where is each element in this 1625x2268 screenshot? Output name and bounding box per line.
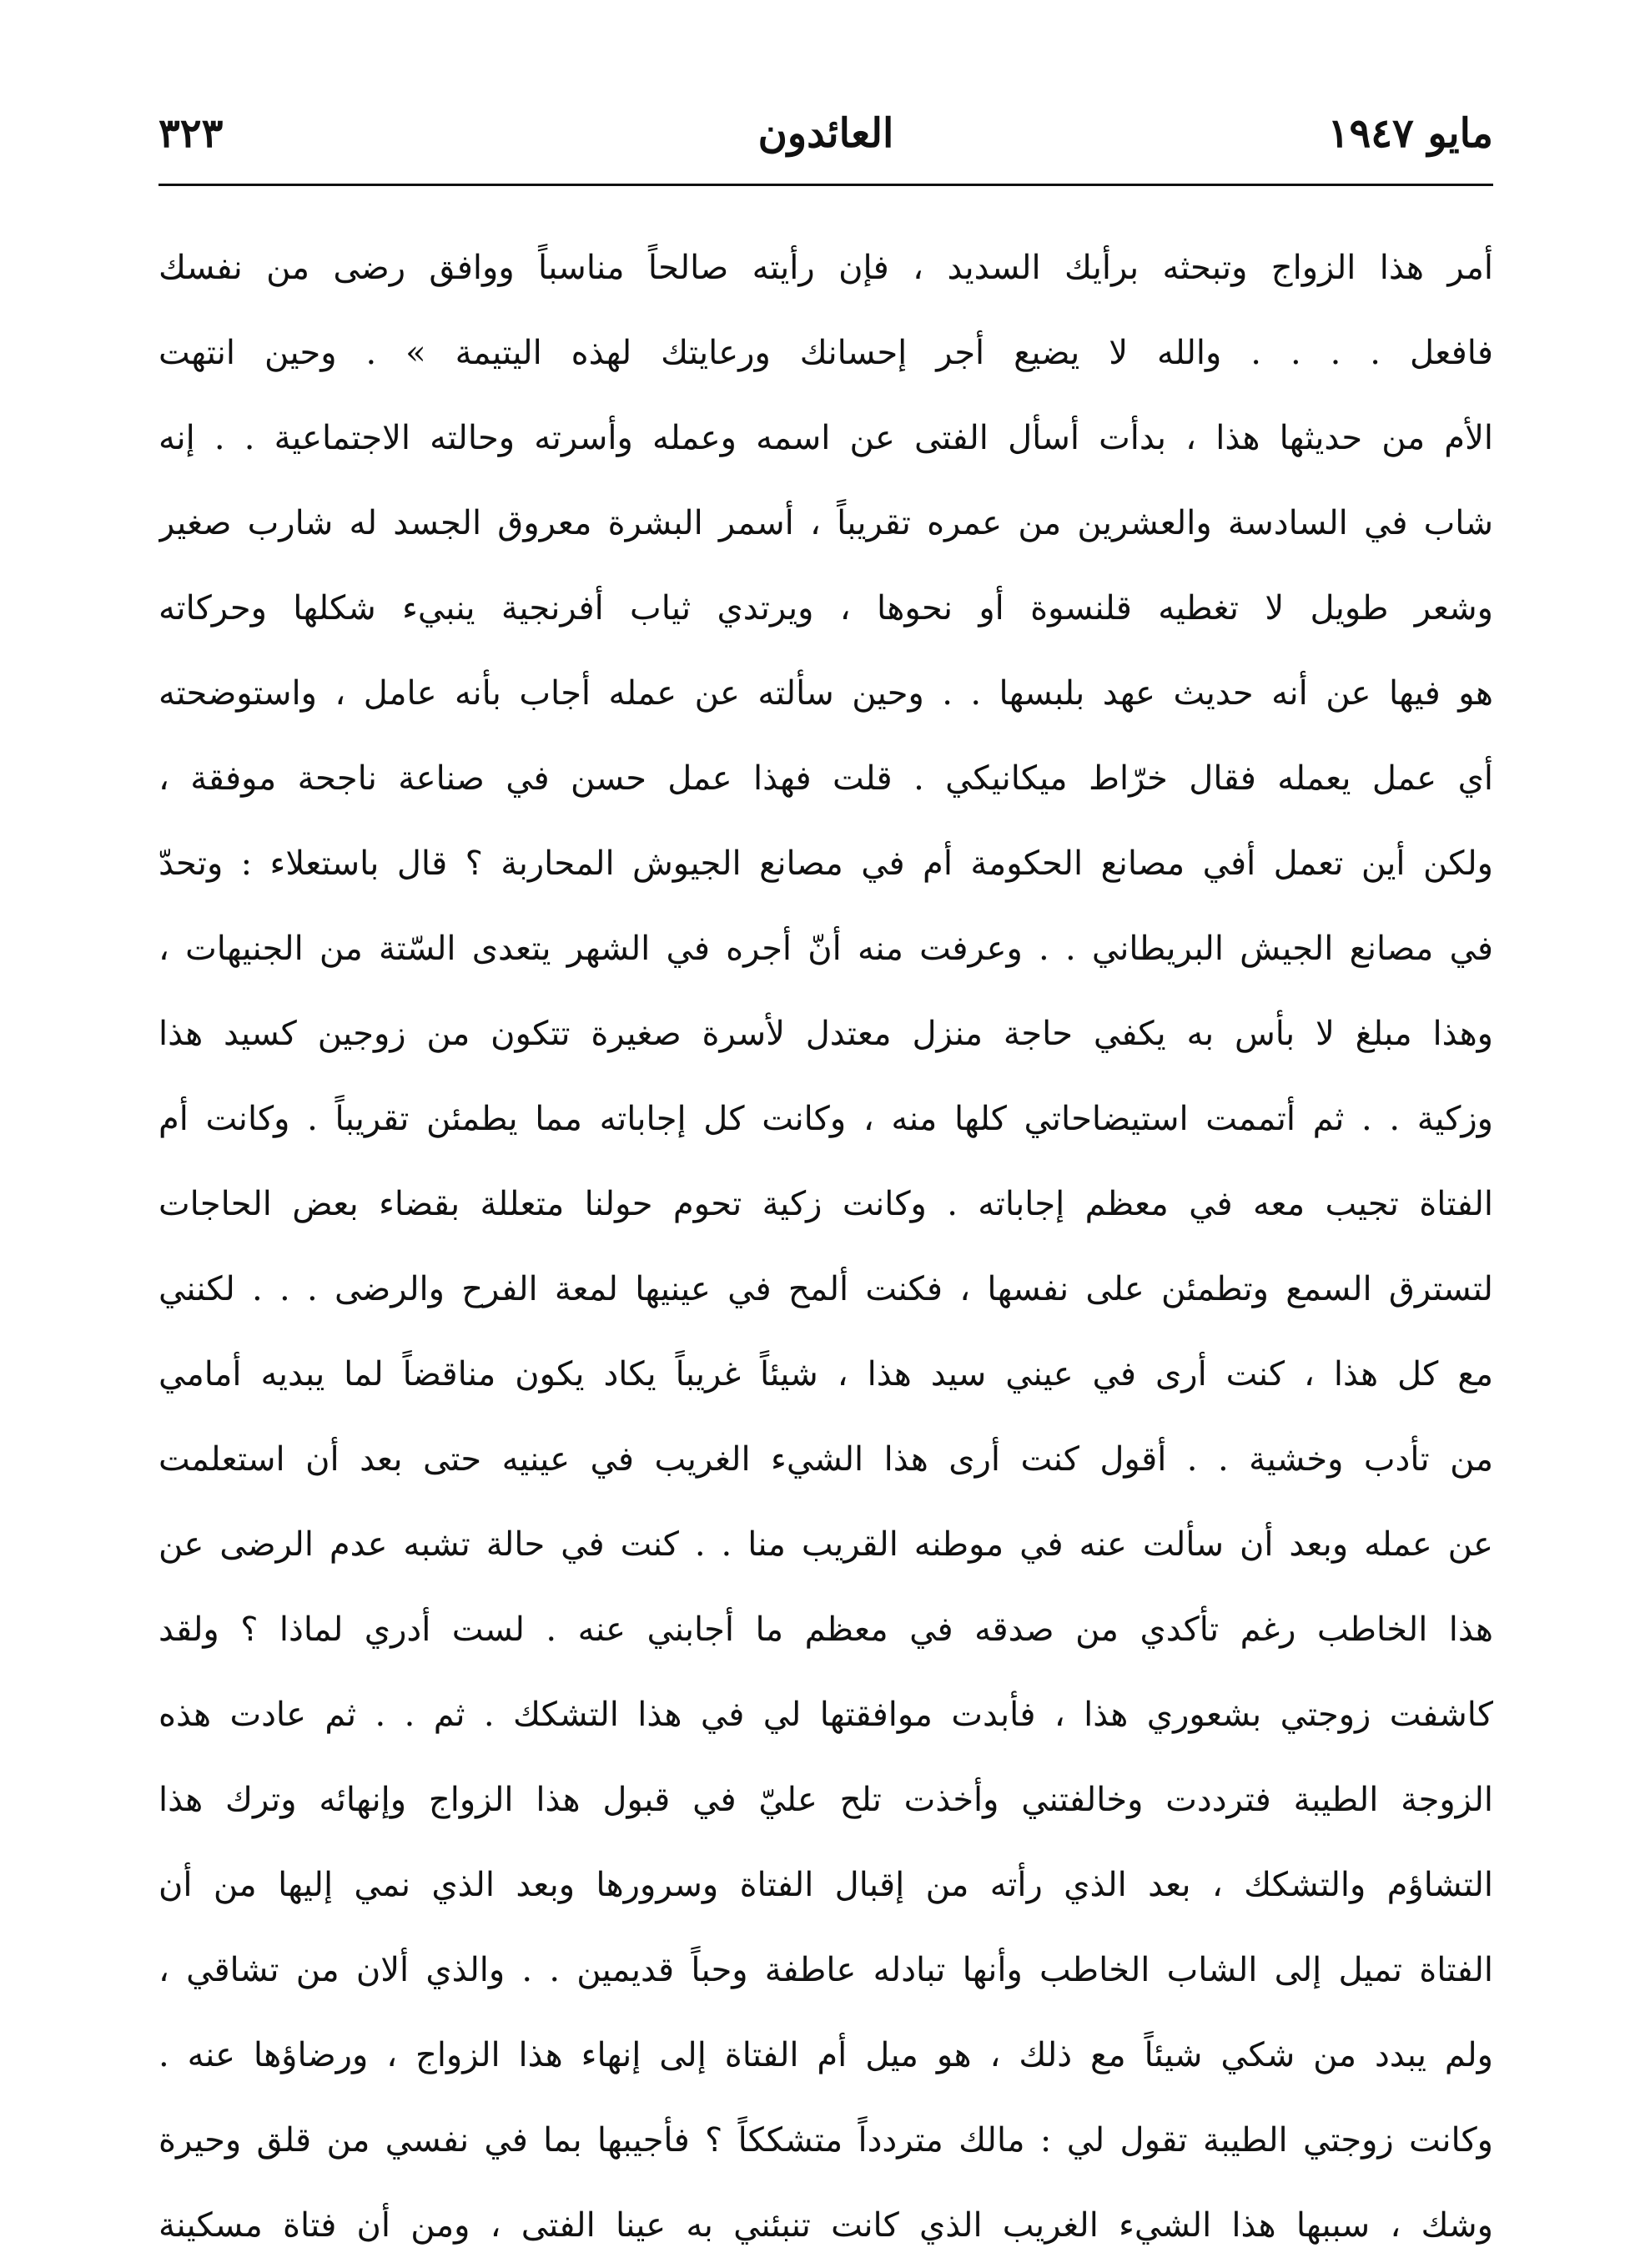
text-line: الزوجة الطيبة فترددت وخالفتني وأخذت تلح عليّ في قبول هذا الزواج وإنهائه وترك هذا [158,1781,1493,1819]
book-page [158,100,1493,2245]
text-line: وشك ، سببها هذا الشيء الغريب الذي كانت تنبئني به عينا الفتى ، ومن أن فتاة مسكينة [158,2206,1493,2245]
running-header [158,100,1493,175]
header-date: مايو ١٩٤٧ [1327,110,1493,157]
page-number: ٣٢٣ [158,110,224,157]
header-divider [158,184,1493,186]
text-line: شاب في السادسة والعشرين من عمره تقريباً ، أسمر البشرة معروق الجسد له شارب صغير [158,504,1493,542]
text-line: هو فيها عن أنه حديث عهد بلبسها . . وحين سألته عن عمله أجاب بأنه عامل ، واستوضحته [158,674,1493,713]
text-line: في مصانع الجيش البريطاني . . وعرفت منه أنّ أجره في الشهر يتعدى السّتة من الجنيهات ، [158,930,1493,968]
text-line: عن عمله وبعد أن سألت عنه في موطنه القريب منا . . كنت في حالة تشبه عدم الرضى عن [158,1525,1493,1564]
text-line: الأم من حديثها هذا ، بدأت أسأل الفتى عن اسمه وعمله وأسرته وحالته الاجتماعية . . إنه [158,419,1493,457]
text-line: هذا الخاطب رغم تأكدي من صدقه في معظم ما أجابني عنه . لست أدري لماذا ؟ ولقد [158,1610,1493,1649]
text-line: أمر هذا الزواج وتبحثه برأيك السديد ، فإن رأيته صالحاً مناسباً ووافق رضى من نفسك [158,249,1493,287]
text-line: التشاؤم والتشكك ، بعد الذي رأته من إقبال الفتاة وسرورها وبعد الذي نمي إليها من أن [158,1866,1493,1904]
text-line: لتسترق السمع وتطمئن على نفسها ، فكنت ألمح في عينيها لمعة الفرح والرضى . . . لكنني [158,1270,1493,1308]
text-line: ولكن أين تعمل أفي مصانع الحكومة أم في مصانع الجيوش المحاربة ؟ قال باستعلاء : وتحدّ [158,844,1493,883]
text-line: وهذا مبلغ لا بأس به يكفي حاجة منزل معتدل لأسرة صغيرة تتكون من زوجين كسيد هذا [158,1015,1493,1053]
text-line: وزكية . . ثم أتممت استيضاحاتي كلها منه ، وكانت كل إجاباته مما يطمئن تقريباً . وكانت أم [158,1100,1493,1138]
text-line: أي عمل يعمله فقال خرّاط ميكانيكي . قلت فهذا عمل حسن في صناعة ناجحة موفقة ، [158,759,1493,798]
text-line: من تأدب وخشية . . أقول كنت أرى هذا الشيء الغريب في عينيه حتى بعد أن استعلمت [158,1440,1493,1479]
text-line: وشعر طويل لا تغطيه قلنسوة أو نحوها ، ويرتدي ثياب أفرنجية ينبيء شكلها وحركاته [158,589,1493,627]
body-text [158,225,1493,2268]
text-line: مع كل هذا ، كنت أرى في عيني سيد هذا ، شيئاً غريباً يكاد يكون مناقضاً لما يبديه أمامي [158,1355,1493,1394]
text-line: ولم يبدد من شكي شيئاً مع ذلك ، هو ميل أم الفتاة إلى إنهاء هذا الزواج ، ورضاؤها عنه . [158,2036,1493,2074]
header-title: العائدون [757,110,894,157]
text-line: الفتاة تميل إلى الشاب الخاطب وأنها تبادله عاطفة وحباً قديمين . . والذي ألان من تشاقي ، [158,1951,1493,1989]
text-line: فافعل . . . . والله لا يضيع أجر إحسانك ورعايتك لهذه اليتيمة » . وحين انتهت [158,334,1493,372]
text-line: كاشفت زوجتي بشعوري هذا ، فأبدت موافقتها لي في هذا التشكك . ثم . . ثم عادت هذه [158,1696,1493,1734]
text-line: وكانت زوجتي الطيبة تقول لي : مالك متردداً متشككاً ؟ فأجيبها بما في نفسي من قلق وحيرة [158,2121,1493,2160]
text-line: الفتاة تجيب معه في معظم إجاباته . وكانت زكية تحوم حولنا متعللة بقضاء بعض الحاجات [158,1185,1493,1223]
